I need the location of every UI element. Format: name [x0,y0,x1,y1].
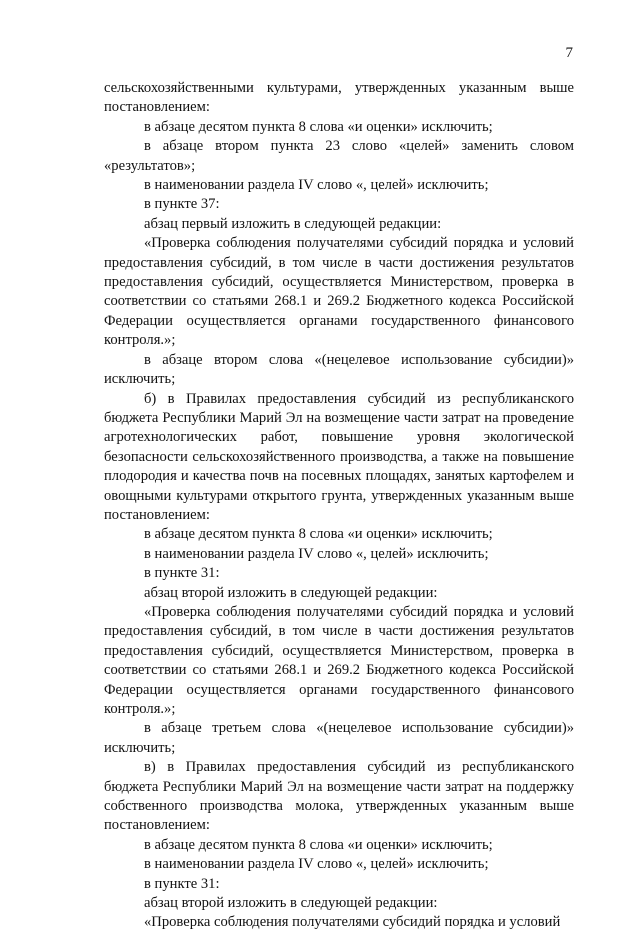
document-paragraph: в) в Правилах предоставления субсидий из республиканского бюджета Республики Марий Эл на возмещение части затрат на поддержку собственного производства молока, утвержденных указанным выше постановлением: [104,759,574,834]
document-paragraph: в абзаце десятом пункта 8 слова «и оценки» исключить; [144,526,493,543]
document-paragraph: в абзаце втором пункта 23 слово «целей» заменить словом «результатов»; [104,138,574,174]
document-paragraph: абзац первый изложить в следующей редакции: [144,215,442,232]
document-paragraph: абзац второй изложить в следующей редакции: [144,895,438,912]
document-paragraph: в пункте 31: [144,565,220,582]
document-paragraph: абзац второй изложить в следующей редакции: [144,584,438,601]
document-paragraph: сельскохозяйственными культурами, утвержденных указанным выше постановлением: [104,80,574,116]
document-paragraph: в пункте 31: [144,875,220,892]
document-paragraph: в наименовании раздела IV слово «, целей» исключить; [144,545,489,562]
document-body [104,79,574,933]
document-paragraph: в наименовании раздела IV слово «, целей» исключить; [144,177,489,194]
document-paragraph: б) в Правилах предоставления субсидий из республиканского бюджета Республики Марий Эл на возмещение части затрат на проведение агротехнологических работ, повышение уровня экологической безопасности сельскохозяйственного производства, а также на повышение плодородия и качества почв на посевных площадях, занятых картофелем и овощными культурами открытого грунта, утвержденных указанным выше постановлением: [104,390,574,523]
document-paragraph: «Проверка соблюдения получателями субсидий порядка и условий [144,914,561,931]
document-paragraph: в абзаце десятом пункта 8 слова «и оценки» исключить; [144,118,493,135]
document-paragraph: в абзаце третьем слова «(нецелевое использование субсидии)» исключить; [104,720,574,756]
document-paragraph: в абзаце десятом пункта 8 слова «и оценки» исключить; [144,836,493,853]
page-number: 7 [565,45,573,61]
document-paragraph: «Проверка соблюдения получателями субсидий порядка и условий предоставления субсидий, в том числе в части достижения результатов предоставления субсидий, осуществляется Министерством, проверка в соответствии со статьями 268.1 и 269.2 Бюджетного кодекса Российской Федерации осуществляется органами государственного финансового контроля.»; [104,603,574,717]
document-paragraph: в наименовании раздела IV слово «, целей» исключить; [144,856,489,873]
document-paragraph: в пункте 37: [144,196,220,213]
document-paragraph: в абзаце втором слова «(нецелевое использование субсидии)» исключить; [104,351,574,388]
document-paragraph: «Проверка соблюдения получателями субсидий порядка и условий предоставления субсидий, в том числе в части достижения результатов предоставления субсидий, осуществляется Министерством, проверка в соответствии со статьями 268.1 и 269.2 Бюджетного кодекса Российской Федерации осуществляется органами государственного финансового контроля.»; [104,235,574,349]
